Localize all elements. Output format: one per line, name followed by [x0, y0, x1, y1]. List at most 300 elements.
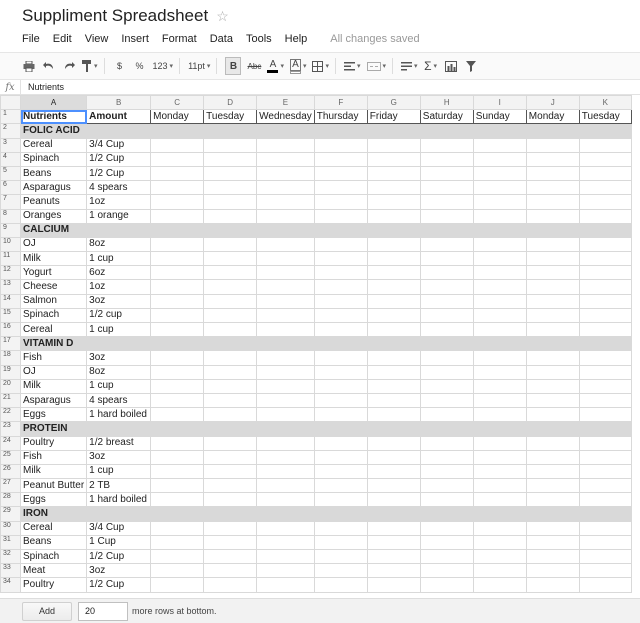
amount-cell[interactable]: 4 spears [87, 181, 151, 195]
day-cell[interactable] [420, 393, 473, 407]
day-cell[interactable] [526, 408, 579, 422]
nutrient-cell[interactable]: Eggs [21, 493, 87, 507]
day-cell[interactable] [314, 124, 367, 138]
menu-edit[interactable]: Edit [52, 33, 72, 45]
day-cell[interactable] [367, 152, 420, 166]
day-cell[interactable] [526, 337, 579, 351]
day-cell[interactable] [204, 237, 257, 251]
day-cell[interactable] [151, 280, 204, 294]
nutrient-cell[interactable]: Asparagus [21, 181, 87, 195]
column-header-e[interactable]: E [257, 96, 315, 110]
day-cell[interactable] [204, 464, 257, 478]
cell-amount-header[interactable]: Amount [87, 110, 151, 124]
row-header[interactable]: 22 [1, 408, 21, 422]
day-cell[interactable] [257, 337, 315, 351]
row-header[interactable]: 1 [1, 110, 21, 124]
amount-cell[interactable]: 8oz [87, 237, 151, 251]
day-cell[interactable] [314, 294, 367, 308]
day-cell[interactable] [314, 578, 367, 592]
nutrient-cell[interactable]: Yogurt [21, 266, 87, 280]
amount-cell[interactable]: 1/2 Cup [87, 550, 151, 564]
day-cell[interactable] [420, 507, 473, 521]
row-header[interactable]: 11 [1, 252, 21, 266]
day-cell[interactable] [151, 436, 204, 450]
day-cell[interactable] [314, 181, 367, 195]
redo-icon[interactable] [62, 57, 76, 75]
column-header-a[interactable]: A [21, 96, 87, 110]
cell-day-header[interactable]: Wednesday [257, 110, 315, 124]
row-header[interactable]: 32 [1, 550, 21, 564]
day-cell[interactable] [151, 422, 204, 436]
day-cell[interactable] [420, 493, 473, 507]
day-cell[interactable] [367, 564, 420, 578]
day-cell[interactable] [151, 181, 204, 195]
day-cell[interactable] [473, 337, 526, 351]
day-cell[interactable] [579, 422, 631, 436]
amount-cell[interactable]: 1oz [87, 195, 151, 209]
nutrient-cell[interactable]: Fish [21, 450, 87, 464]
nutrient-cell[interactable]: Peanut Butter [21, 479, 87, 493]
day-cell[interactable] [367, 450, 420, 464]
day-cell[interactable] [367, 493, 420, 507]
cell-day-header[interactable]: Tuesday [204, 110, 257, 124]
row-header[interactable]: 10 [1, 237, 21, 251]
day-cell[interactable] [526, 266, 579, 280]
nutrient-cell[interactable]: Cereal [21, 521, 87, 535]
day-cell[interactable] [473, 578, 526, 592]
nutrient-cell[interactable]: Oranges [21, 209, 87, 223]
star-icon[interactable]: ☆ [216, 7, 229, 24]
day-cell[interactable] [314, 564, 367, 578]
document-title[interactable]: Suppliment Spreadsheet [22, 6, 209, 25]
day-cell[interactable] [367, 550, 420, 564]
nutrient-cell[interactable]: Asparagus [21, 393, 87, 407]
day-cell[interactable] [257, 138, 315, 152]
row-header[interactable]: 34 [1, 578, 21, 592]
day-cell[interactable] [420, 181, 473, 195]
paint-format-icon[interactable]: ▾ [82, 57, 98, 75]
day-cell[interactable] [420, 294, 473, 308]
day-cell[interactable] [367, 181, 420, 195]
day-cell[interactable] [473, 237, 526, 251]
font-size-select[interactable]: 11pt ▾ [188, 61, 211, 71]
day-cell[interactable] [367, 408, 420, 422]
day-cell[interactable] [257, 493, 315, 507]
day-cell[interactable] [526, 124, 579, 138]
day-cell[interactable] [204, 223, 257, 237]
day-cell[interactable] [420, 323, 473, 337]
day-cell[interactable] [314, 379, 367, 393]
column-header-d[interactable]: D [204, 96, 257, 110]
day-cell[interactable] [420, 152, 473, 166]
day-cell[interactable] [314, 323, 367, 337]
day-cell[interactable] [420, 521, 473, 535]
day-cell[interactable] [526, 578, 579, 592]
borders-icon[interactable]: ▾ [312, 57, 329, 75]
column-header-i[interactable]: I [473, 96, 526, 110]
nutrient-cell[interactable]: Poultry [21, 578, 87, 592]
nutrient-cell[interactable]: Meat [21, 564, 87, 578]
day-cell[interactable] [579, 464, 631, 478]
day-cell[interactable] [526, 393, 579, 407]
day-cell[interactable] [526, 351, 579, 365]
day-cell[interactable] [579, 138, 631, 152]
fill-color-icon[interactable]: A ▾ [290, 57, 307, 75]
day-cell[interactable] [367, 266, 420, 280]
day-cell[interactable] [473, 266, 526, 280]
row-header[interactable]: 16 [1, 323, 21, 337]
row-header[interactable]: 14 [1, 294, 21, 308]
day-cell[interactable] [579, 379, 631, 393]
day-cell[interactable] [579, 124, 631, 138]
day-cell[interactable] [420, 422, 473, 436]
menu-data[interactable]: Data [209, 33, 233, 45]
amount-cell[interactable]: 3/4 Cup [87, 138, 151, 152]
cell-day-header[interactable]: Saturday [420, 110, 473, 124]
menu-format[interactable]: Format [161, 33, 197, 45]
day-cell[interactable] [257, 351, 315, 365]
day-cell[interactable] [367, 351, 420, 365]
print-icon[interactable] [22, 57, 36, 75]
day-cell[interactable] [204, 479, 257, 493]
day-cell[interactable] [151, 223, 204, 237]
day-cell[interactable] [526, 493, 579, 507]
amount-cell[interactable]: 1 hard boiled [87, 493, 151, 507]
day-cell[interactable] [151, 351, 204, 365]
day-cell[interactable] [420, 124, 473, 138]
day-cell[interactable] [257, 308, 315, 322]
day-cell[interactable] [473, 209, 526, 223]
row-header[interactable]: 4 [1, 152, 21, 166]
day-cell[interactable] [204, 564, 257, 578]
day-cell[interactable] [151, 464, 204, 478]
day-cell[interactable] [314, 138, 367, 152]
day-cell[interactable] [367, 280, 420, 294]
day-cell[interactable] [420, 195, 473, 209]
day-cell[interactable] [257, 323, 315, 337]
day-cell[interactable] [151, 578, 204, 592]
day-cell[interactable] [579, 209, 631, 223]
day-cell[interactable] [257, 181, 315, 195]
day-cell[interactable] [204, 337, 257, 351]
day-cell[interactable] [204, 294, 257, 308]
day-cell[interactable] [204, 422, 257, 436]
day-cell[interactable] [526, 195, 579, 209]
row-header[interactable]: 3 [1, 138, 21, 152]
nutrient-cell[interactable]: Beans [21, 166, 87, 180]
day-cell[interactable] [420, 209, 473, 223]
day-cell[interactable] [151, 152, 204, 166]
column-header-j[interactable]: J [526, 96, 579, 110]
percent-icon[interactable]: % [135, 61, 144, 71]
nutrient-cell[interactable]: Milk [21, 379, 87, 393]
day-cell[interactable] [367, 237, 420, 251]
day-cell[interactable] [257, 550, 315, 564]
nutrient-cell[interactable]: Milk [21, 252, 87, 266]
day-cell[interactable] [526, 365, 579, 379]
day-cell[interactable] [204, 209, 257, 223]
day-cell[interactable] [257, 422, 315, 436]
amount-cell[interactable]: 3oz [87, 450, 151, 464]
day-cell[interactable] [257, 535, 315, 549]
amount-cell[interactable]: 6oz [87, 266, 151, 280]
day-cell[interactable] [473, 564, 526, 578]
day-cell[interactable] [204, 408, 257, 422]
number-format-icon[interactable]: 123 ▾ [152, 61, 174, 71]
day-cell[interactable] [367, 308, 420, 322]
row-header[interactable]: 30 [1, 521, 21, 535]
day-cell[interactable] [579, 436, 631, 450]
row-header[interactable]: 17 [1, 337, 21, 351]
cell-day-header[interactable]: Thursday [314, 110, 367, 124]
day-cell[interactable] [257, 578, 315, 592]
amount-cell[interactable]: 1/2 breast [87, 436, 151, 450]
row-header[interactable]: 23 [1, 422, 21, 436]
day-cell[interactable] [579, 181, 631, 195]
day-cell[interactable] [579, 550, 631, 564]
day-cell[interactable] [151, 450, 204, 464]
day-cell[interactable] [314, 479, 367, 493]
currency-icon[interactable]: $ [117, 61, 123, 71]
day-cell[interactable] [204, 379, 257, 393]
day-cell[interactable] [257, 166, 315, 180]
day-cell[interactable] [257, 436, 315, 450]
row-header[interactable]: 27 [1, 479, 21, 493]
group-label-cell[interactable]: IRON [21, 507, 87, 521]
amount-cell[interactable] [87, 507, 151, 521]
row-header[interactable]: 19 [1, 365, 21, 379]
text-color-icon[interactable]: A ▾ [267, 57, 284, 75]
day-cell[interactable] [473, 550, 526, 564]
day-cell[interactable] [314, 252, 367, 266]
day-cell[interactable] [473, 365, 526, 379]
day-cell[interactable] [257, 237, 315, 251]
day-cell[interactable] [579, 535, 631, 549]
day-cell[interactable] [526, 521, 579, 535]
day-cell[interactable] [151, 166, 204, 180]
align-icon[interactable]: ▾ [344, 57, 361, 75]
day-cell[interactable] [314, 493, 367, 507]
day-cell[interactable] [579, 493, 631, 507]
day-cell[interactable] [314, 393, 367, 407]
day-cell[interactable] [473, 280, 526, 294]
day-cell[interactable] [579, 337, 631, 351]
row-header[interactable]: 2 [1, 124, 21, 138]
nutrient-cell[interactable]: Spinach [21, 550, 87, 564]
day-cell[interactable] [579, 450, 631, 464]
amount-cell[interactable]: 1 cup [87, 252, 151, 266]
day-cell[interactable] [257, 266, 315, 280]
day-cell[interactable] [579, 252, 631, 266]
day-cell[interactable] [314, 507, 367, 521]
day-cell[interactable] [367, 479, 420, 493]
merge-icon[interactable]: ▾ [367, 57, 387, 75]
day-cell[interactable] [151, 138, 204, 152]
day-cell[interactable] [367, 166, 420, 180]
day-cell[interactable] [473, 166, 526, 180]
day-cell[interactable] [257, 408, 315, 422]
day-cell[interactable] [257, 223, 315, 237]
nutrient-cell[interactable]: Poultry [21, 436, 87, 450]
cell-day-header[interactable]: Monday [151, 110, 204, 124]
day-cell[interactable] [314, 464, 367, 478]
day-cell[interactable] [204, 166, 257, 180]
day-cell[interactable] [579, 266, 631, 280]
day-cell[interactable] [420, 337, 473, 351]
day-cell[interactable] [257, 450, 315, 464]
day-cell[interactable] [257, 209, 315, 223]
day-cell[interactable] [367, 521, 420, 535]
amount-cell[interactable]: 3oz [87, 564, 151, 578]
day-cell[interactable] [526, 209, 579, 223]
amount-cell[interactable]: 1 cup [87, 323, 151, 337]
day-cell[interactable] [579, 152, 631, 166]
day-cell[interactable] [204, 308, 257, 322]
amount-cell[interactable]: 3oz [87, 294, 151, 308]
nutrient-cell[interactable]: OJ [21, 365, 87, 379]
day-cell[interactable] [473, 294, 526, 308]
filter-icon[interactable] [464, 57, 478, 75]
amount-cell[interactable]: 1 orange [87, 209, 151, 223]
day-cell[interactable] [314, 209, 367, 223]
day-cell[interactable] [473, 464, 526, 478]
amount-cell[interactable]: 1/2 Cup [87, 578, 151, 592]
day-cell[interactable] [420, 479, 473, 493]
day-cell[interactable] [204, 266, 257, 280]
amount-cell[interactable]: 1 cup [87, 464, 151, 478]
day-cell[interactable] [420, 308, 473, 322]
strikethrough-icon[interactable]: Abc [247, 61, 262, 71]
day-cell[interactable] [420, 535, 473, 549]
day-cell[interactable] [579, 294, 631, 308]
day-cell[interactable] [526, 550, 579, 564]
column-header-k[interactable]: K [579, 96, 631, 110]
formula-input[interactable]: Nutrients [20, 80, 64, 95]
nutrient-cell[interactable]: Salmon [21, 294, 87, 308]
day-cell[interactable] [314, 223, 367, 237]
day-cell[interactable] [204, 195, 257, 209]
day-cell[interactable] [151, 507, 204, 521]
day-cell[interactable] [367, 252, 420, 266]
day-cell[interactable] [257, 365, 315, 379]
day-cell[interactable] [420, 166, 473, 180]
nutrient-cell[interactable]: Peanuts [21, 195, 87, 209]
nutrient-cell[interactable]: Cereal [21, 138, 87, 152]
day-cell[interactable] [579, 308, 631, 322]
day-cell[interactable] [314, 550, 367, 564]
day-cell[interactable] [204, 493, 257, 507]
day-cell[interactable] [314, 237, 367, 251]
day-cell[interactable] [204, 138, 257, 152]
day-cell[interactable] [151, 408, 204, 422]
day-cell[interactable] [579, 237, 631, 251]
day-cell[interactable] [204, 124, 257, 138]
day-cell[interactable] [579, 351, 631, 365]
amount-cell[interactable]: 2 TB [87, 479, 151, 493]
day-cell[interactable] [151, 266, 204, 280]
day-cell[interactable] [204, 351, 257, 365]
day-cell[interactable] [204, 365, 257, 379]
column-header-h[interactable]: H [420, 96, 473, 110]
day-cell[interactable] [526, 252, 579, 266]
chart-icon[interactable] [444, 57, 458, 75]
amount-cell[interactable]: 3oz [87, 351, 151, 365]
day-cell[interactable] [257, 507, 315, 521]
day-cell[interactable] [314, 166, 367, 180]
nutrient-cell[interactable]: Cereal [21, 323, 87, 337]
menu-file[interactable]: File [22, 33, 40, 45]
day-cell[interactable] [579, 166, 631, 180]
day-cell[interactable] [526, 280, 579, 294]
rows-count-input[interactable] [78, 602, 128, 621]
row-header[interactable]: 8 [1, 209, 21, 223]
day-cell[interactable] [367, 578, 420, 592]
day-cell[interactable] [420, 450, 473, 464]
day-cell[interactable] [473, 535, 526, 549]
day-cell[interactable] [526, 223, 579, 237]
day-cell[interactable] [420, 223, 473, 237]
day-cell[interactable] [151, 550, 204, 564]
day-cell[interactable] [314, 450, 367, 464]
row-header[interactable]: 21 [1, 393, 21, 407]
amount-cell[interactable]: 3/4 Cup [87, 521, 151, 535]
day-cell[interactable] [314, 351, 367, 365]
day-cell[interactable] [151, 393, 204, 407]
day-cell[interactable] [367, 379, 420, 393]
day-cell[interactable] [526, 507, 579, 521]
nutrient-cell[interactable]: Beans [21, 535, 87, 549]
day-cell[interactable] [526, 166, 579, 180]
day-cell[interactable] [151, 323, 204, 337]
group-label-cell[interactable]: CALCIUM [21, 223, 87, 237]
day-cell[interactable] [204, 280, 257, 294]
day-cell[interactable] [151, 252, 204, 266]
nutrient-cell[interactable]: Spinach [21, 308, 87, 322]
row-header[interactable]: 26 [1, 464, 21, 478]
day-cell[interactable] [204, 323, 257, 337]
day-cell[interactable] [314, 408, 367, 422]
day-cell[interactable] [151, 564, 204, 578]
day-cell[interactable] [204, 450, 257, 464]
cell-nutrients-header[interactable]: Nutrients [21, 110, 87, 124]
day-cell[interactable] [151, 379, 204, 393]
amount-cell[interactable]: 1 hard boiled [87, 408, 151, 422]
amount-cell[interactable] [87, 124, 151, 138]
day-cell[interactable] [257, 521, 315, 535]
row-header[interactable]: 9 [1, 223, 21, 237]
day-cell[interactable] [420, 578, 473, 592]
column-header-f[interactable]: F [314, 96, 367, 110]
day-cell[interactable] [314, 436, 367, 450]
row-header[interactable]: 6 [1, 181, 21, 195]
cell-day-header[interactable]: Monday [526, 110, 579, 124]
day-cell[interactable] [367, 436, 420, 450]
day-cell[interactable] [367, 422, 420, 436]
day-cell[interactable] [151, 521, 204, 535]
day-cell[interactable] [314, 535, 367, 549]
row-header[interactable]: 13 [1, 280, 21, 294]
day-cell[interactable] [367, 464, 420, 478]
row-header[interactable]: 28 [1, 493, 21, 507]
day-cell[interactable] [314, 266, 367, 280]
day-cell[interactable] [420, 252, 473, 266]
day-cell[interactable] [257, 294, 315, 308]
day-cell[interactable] [367, 535, 420, 549]
day-cell[interactable] [473, 450, 526, 464]
day-cell[interactable] [473, 351, 526, 365]
day-cell[interactable] [151, 195, 204, 209]
group-label-cell[interactable]: VITAMIN D [21, 337, 87, 351]
